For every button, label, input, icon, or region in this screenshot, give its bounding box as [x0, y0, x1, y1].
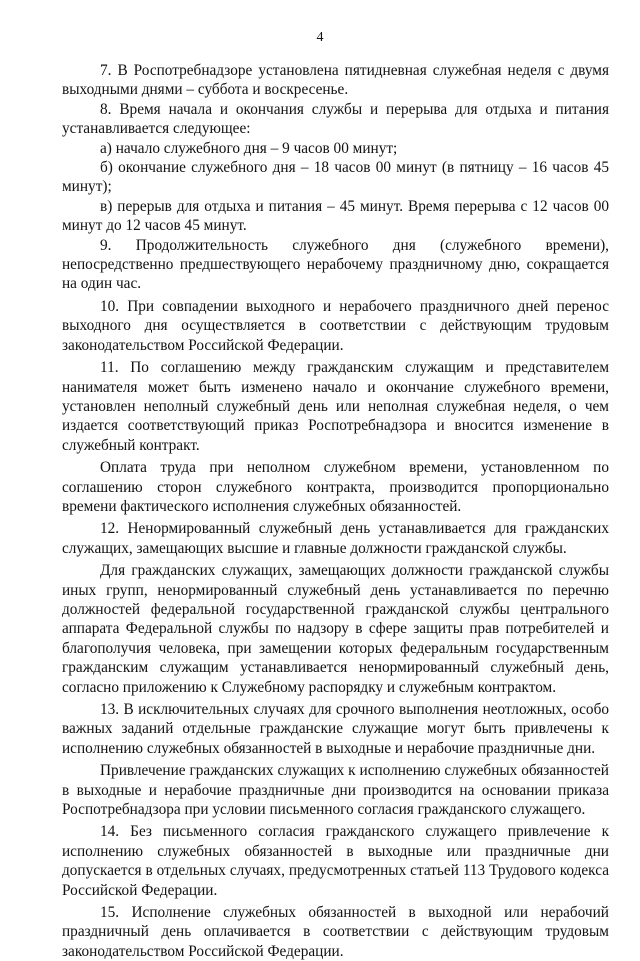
- paragraph-13-involvement: Привлечение гражданских служащих к исполнению служебных обязанностей в выходные и нерабочие праздничные дни производится на основании приказа Роспотребнадзора при условии письменного согласия гражданского служащего.: [62, 762, 609, 819]
- paragraph-8-item-c: в) перерыв для отдыха и питания – 45 минут. Время перерыва с 12 часов 00 минут до 12 часов 45 минут.: [62, 197, 609, 235]
- paragraph-8-item-b: б) окончание служебного дня – 18 часов 00 минут (в пятницу – 16 часов 45 минут);: [62, 159, 609, 196]
- page-number: 4: [316, 30, 324, 45]
- paragraph-15: 15. Исполнение служебных обязанностей в выходной или нерабочий праздничный день оплачивается в соответствии с действующим трудовым законодательством Российской Федерации.: [62, 904, 609, 960]
- paragraph-7: 7. В Роспотребнадзоре установлена пятидневная служебная неделя с двумя выходными днями – суббота и воскресенье.: [62, 62, 609, 99]
- paragraph-8: 8. Время начала и окончания службы и перерыва для отдыха и питания устанавливается следующее:: [62, 100, 609, 138]
- paragraph-14: 14. Без письменного согласия гражданского служащего привлечение к исполнению служебных обязанностей в выходные или праздничные дни допускается в отдельных случаях, предусмотренных статьей 113 Трудового кодекса Российской Федерации.: [62, 823, 609, 899]
- document-body: [62, 61, 609, 961]
- paragraph-9: 9. Продолжительность служебного дня (служебного времени), непосредственно предшествующего нерабочему праздничному дню, сокращается на один час.: [62, 236, 609, 293]
- paragraph-11: 11. По соглашению между гражданским служащим и представителем нанимателя может быть изменено начало и окончание служебного времени, установлен неполный служебный день или неполная служебная неделя, о чем издается соответствующий приказ Роспотребнадзора и вносится изменение в служебный контракт.: [62, 359, 609, 454]
- paragraph-12: 12. Ненормированный служебный день устанавливается для гражданских служащих, замещающих высшие и главные должности гражданской службы.: [62, 520, 609, 557]
- paragraph-11-payment: Оплата труда при неполном служебном времени, установленном по соглашению сторон служебного контракта, производится пропорционально времени фактического исполнения служебных обязанностей.: [62, 459, 609, 515]
- paragraph-12-other-groups: Для гражданских служащих, замещающих должности гражданской службы иных групп, ненормированный служебный день устанавливается по перечню должностей федеральной государственной гражданской службы центрального аппарата Федеральной службы по надзору в сфере защиты прав потребителей и благополучия человека, при замещении которых федеральным государственным гражданским служащим устанавливается ненормированный служебный день, согласно приложению к Служебному распорядку и служебным контрактом.: [62, 562, 609, 696]
- paragraph-10: 10. При совпадении выходного и нерабочего праздничного дней перенос выходного дня осуществляется в соответствии с действующим трудовым законодательством Российской Федерации.: [62, 297, 609, 354]
- paragraph-13: 13. В исключительных случаях для срочного выполнения неотложных, особо важных заданий отдельные гражданские служащие могут быть привлечены к исполнению служебных обязанностей в выходные и нерабочие праздничные дни.: [62, 701, 609, 757]
- paragraph-8-item-a: а) начало служебного дня – 9 часов 00 минут;: [100, 139, 398, 157]
